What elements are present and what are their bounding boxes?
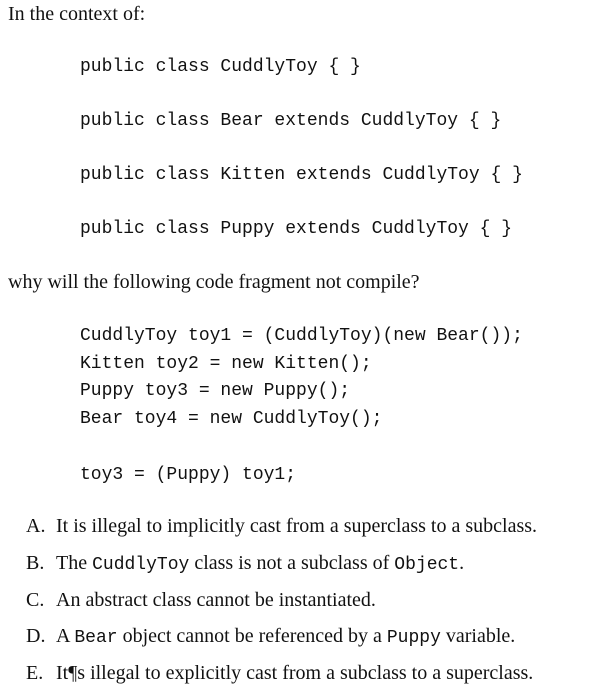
option-text: . [459,552,465,574]
option-text: class is not a subclass of [189,552,395,574]
class-declaration-bear: public class Bear extends CuddlyToy { } [80,111,502,131]
intro-text: In the context of: [8,3,146,25]
option-code-term: Object [394,555,460,575]
code-line-1: CuddlyToy toy1 = (CuddlyToy)(new Bear()); [80,326,523,346]
option-text: variable. [440,625,516,647]
option-text: It¶s illegal to explicitly cast from a subclass to a superclass. [56,662,534,684]
option-code-term: Puppy [386,628,441,648]
answer-option-d[interactable] [26,626,515,647]
option-code-term: Bear [74,628,118,648]
code-line-3: Puppy toy3 = new Puppy(); [80,381,351,401]
option-letter: D. [26,625,46,647]
question-text: why will the following code fragment not compile? [8,271,420,293]
answer-option-b[interactable] [26,553,464,574]
option-text: The [56,552,93,574]
code-line-4: Bear toy4 = new CuddlyToy(); [80,409,383,429]
class-declaration-kitten: public class Kitten extends CuddlyToy { } [80,165,523,185]
option-letter: E. [26,662,44,684]
option-letter: C. [26,589,45,611]
option-letter: A. [26,515,46,537]
option-letter: B. [26,552,45,574]
option-text: object cannot be referenced by a [117,625,387,647]
option-text: An abstract class cannot be instantiated. [56,589,376,611]
class-declaration-puppy: public class Puppy extends CuddlyToy { } [80,219,513,239]
option-code-term: CuddlyToy [92,555,190,575]
option-text: A [56,625,75,647]
code-line-5: toy3 = (Puppy) toy1; [80,465,297,485]
answer-option-a[interactable] [26,516,537,536]
option-text: It is illegal to implicitly cast from a superclass to a subclass. [56,515,538,537]
answer-option-c[interactable] [26,590,376,610]
code-line-2: Kitten toy2 = new Kitten(); [80,354,372,374]
answer-option-e[interactable] [26,663,533,683]
class-declaration-cuddlytoy: public class CuddlyToy { } [80,57,361,77]
